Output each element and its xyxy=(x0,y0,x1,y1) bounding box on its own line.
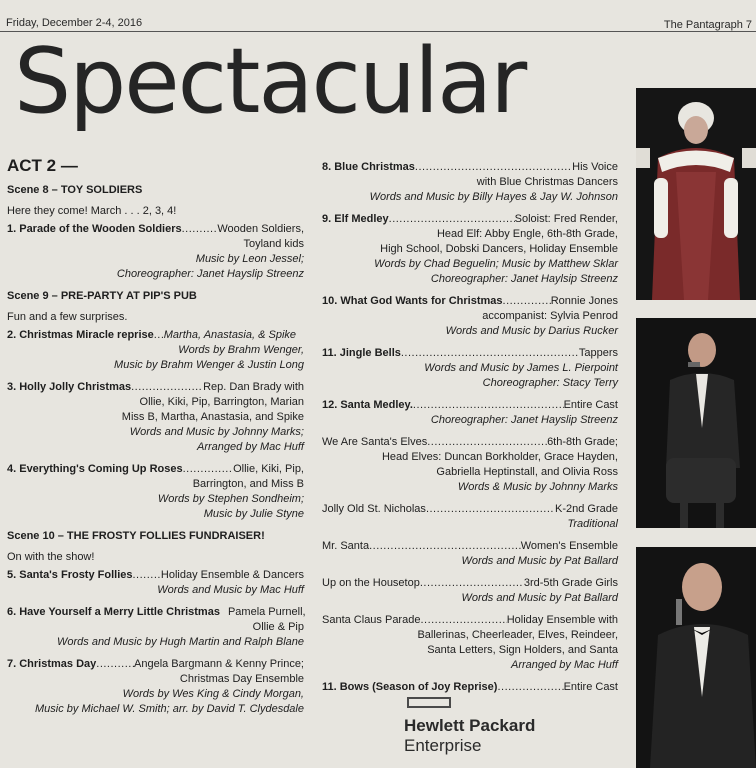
item-credit: Music by Julie Styne xyxy=(203,508,304,520)
scene-heading: Scene 8 – TOY SOLDIERS xyxy=(7,184,143,196)
dot-leader xyxy=(154,328,164,343)
performer-photo-woman-in-santa-dress xyxy=(636,88,756,300)
dot-leader xyxy=(182,222,218,237)
item-credit: Words by Brahm Wenger, xyxy=(178,344,304,356)
item-performers: Christmas Day Ensemble xyxy=(179,673,304,685)
item-credit: Arranged by Mac Huff xyxy=(511,659,618,671)
item-performers: Angela Bargmann & Kenny Prince; xyxy=(134,658,304,670)
item-performers: Holiday Ensemble with xyxy=(506,614,618,626)
sponsor-name: Hewlett Packard xyxy=(404,716,536,735)
item-performers: Women's Ensemble xyxy=(520,540,618,552)
item-performers: accompanist: Sylvia Penrod xyxy=(482,310,618,322)
item-title: 9. Elf Medley xyxy=(322,213,389,225)
scene-heading: Scene 10 – THE FROSTY FOLLIES FUNDRAISER! xyxy=(7,530,265,542)
item-credit: Traditional xyxy=(567,518,618,530)
act-heading: ACT 2 — xyxy=(7,156,78,175)
item-credit: Words and Music by Darius Rucker xyxy=(445,325,618,337)
dot-leader xyxy=(96,657,134,672)
program-item xyxy=(322,294,618,339)
item-credit: Words & Music by Johnny Marks xyxy=(457,481,618,493)
item-performers: Ollie & Pip xyxy=(252,621,304,633)
item-performers: High School, Dobski Dancers, Holiday Ensemble xyxy=(380,243,618,255)
program-item xyxy=(7,462,304,522)
scene-description: Here they come! March . . . 2, 3, 4! xyxy=(7,205,177,217)
item-performers: 6th-8th Grade; xyxy=(547,436,618,448)
item-performers: Rep. Dan Brady with xyxy=(203,381,304,393)
song-title: Up on the Housetop xyxy=(322,577,420,589)
item-credit: Choreographer: Janet Haylsip Streenz xyxy=(430,273,618,285)
program-item xyxy=(7,222,304,282)
item-performers: Head Elves: Duncan Borkholder, Grace Hayden, xyxy=(381,451,618,463)
item-credit: Music by Leon Jessel; xyxy=(195,253,304,265)
program-item xyxy=(322,212,618,287)
program-item xyxy=(322,680,618,695)
item-title: 12. Santa Medley. xyxy=(322,399,413,411)
item-credit: Music by Michael W. Smith; arr. by David T. Clydesdale xyxy=(35,703,304,715)
item-performers: Entire Cast xyxy=(563,399,618,411)
page-title: Spectacular xyxy=(14,29,526,134)
song-title: Santa Claus Parade xyxy=(322,614,421,626)
item-credit: Words and Music by Hugh Martin and Ralph Blane xyxy=(56,636,304,648)
item-credit: Choreographer: Stacy Terry xyxy=(482,377,618,389)
scene-description: On with the show! xyxy=(7,551,95,563)
item-performers: Martha, Anastasia, & Spike xyxy=(163,329,297,341)
item-title: 11. Jingle Bells xyxy=(322,347,401,359)
item-credit: Choreographer: Janet Hayslip Streenz xyxy=(116,268,304,280)
issue-date: Friday, December 2-4, 2016 xyxy=(6,17,143,29)
item-performers: Soloist: Fred Render, xyxy=(514,213,618,225)
item-performers: with Blue Christmas Dancers xyxy=(476,176,618,188)
program-item xyxy=(7,328,304,373)
item-title: 4. Everything's Coming Up Roses xyxy=(7,463,183,475)
dot-leader xyxy=(415,160,572,175)
item-performers: Barrington, and Miss B xyxy=(192,478,304,490)
sponsor-logo-rectangle xyxy=(407,697,451,708)
item-performers: Ronnie Jones xyxy=(550,295,618,307)
medley-song xyxy=(322,435,618,495)
item-performers: His Voice xyxy=(572,161,618,173)
dot-leader xyxy=(183,462,233,477)
song-title: We Are Santa's Elves xyxy=(322,436,428,448)
newspaper-name-page: The Pantagraph 7 xyxy=(663,19,752,31)
item-performers: Miss B, Martha, Anastasia, and Spike xyxy=(121,411,304,423)
performer-photo-man-in-tuxedo-singing xyxy=(636,318,756,528)
program-item xyxy=(322,398,618,428)
item-credit: Words by Chad Beguelin; Music by Matthew Sklar xyxy=(374,258,618,270)
scene-heading: Scene 9 – PRE-PARTY AT PIP'S PUB xyxy=(7,290,197,302)
song-title: Jolly Old St. Nicholas xyxy=(322,503,426,515)
item-performers: Toyland kids xyxy=(243,238,304,250)
dot-leader xyxy=(420,613,506,628)
program-item xyxy=(7,605,304,650)
dot-leader xyxy=(131,380,203,395)
item-title: 1. Parade of the Wooden Soldiers xyxy=(7,223,182,235)
item-credit: Arranged by Mac Huff xyxy=(197,441,304,453)
item-title: 10. What God Wants for Christmas xyxy=(322,295,503,307)
dot-leader xyxy=(413,398,564,413)
scene-description: Fun and a few surprises. xyxy=(7,311,128,323)
item-performers: Tappers xyxy=(578,347,618,359)
item-title: 5. Santa's Frosty Follies xyxy=(7,569,133,581)
dot-leader xyxy=(369,539,521,554)
item-credit: Music by Brahm Wenger & Justin Long xyxy=(114,359,304,371)
program-item xyxy=(7,380,304,455)
dot-leader xyxy=(389,212,515,227)
sponsor-name-sub: Enterprise xyxy=(404,736,482,755)
item-performers: 3rd-5th Grade Girls xyxy=(523,577,618,589)
item-credit: Words by Wes King & Cindy Morgan, xyxy=(122,688,304,700)
item-performers: K-2nd Grade xyxy=(555,503,618,515)
song-title: Mr. Santa xyxy=(322,540,370,552)
page-header xyxy=(0,0,756,30)
item-credit: Words and Music by Pat Ballard xyxy=(461,555,618,567)
dot-leader xyxy=(427,435,547,450)
program-right-column xyxy=(322,157,618,695)
performer-photo-man-with-microphone xyxy=(636,547,756,768)
medley-song xyxy=(322,576,618,606)
item-title: 8. Blue Christmas xyxy=(322,161,415,173)
item-title: 11. Bows (Season of Joy Reprise) xyxy=(322,681,498,693)
item-title: 2. Christmas Miracle reprise xyxy=(7,329,154,341)
item-credit: Words and Music by Johnny Marks; xyxy=(129,426,304,438)
program-item xyxy=(322,160,618,205)
item-performers: Entire Cast xyxy=(563,681,618,693)
item-credit: Words and Music by James L. Pierpoint xyxy=(424,362,618,374)
program-item xyxy=(322,346,618,391)
item-performers: Head Elf: Abby Engle, 6th-8th Grade, xyxy=(436,228,618,240)
dot-leader xyxy=(401,346,579,361)
dot-leader xyxy=(426,502,555,517)
item-title: 7. Christmas Day xyxy=(7,658,97,670)
item-credit: Words and Music by Mac Huff xyxy=(157,584,304,596)
program-item xyxy=(7,657,304,717)
program-item xyxy=(7,568,304,598)
item-performers: Pamela Purnell, xyxy=(227,606,306,618)
item-credit: Words and Music by Pat Ballard xyxy=(461,592,618,604)
item-title: 6. Have Yourself a Merry Little Christmas xyxy=(7,606,220,618)
dot-leader xyxy=(497,680,563,695)
item-performers: Gabriella Heptinstall, and Olivia Ross xyxy=(436,466,618,478)
medley-song xyxy=(322,502,618,532)
item-credit: Choreographer: Janet Hayslip Streenz xyxy=(430,414,618,426)
item-credit: Words and Music by Billy Hayes & Jay W. Johnson xyxy=(369,191,618,203)
item-performers: Santa Letters, Sign Holders, and Santa xyxy=(427,644,618,656)
dot-leader xyxy=(133,568,161,583)
item-title: 3. Holly Jolly Christmas xyxy=(7,381,132,393)
item-performers: Holiday Ensemble & Dancers xyxy=(160,569,304,581)
program-left-column xyxy=(7,155,304,717)
item-credit: Words by Stephen Sondheim; xyxy=(157,493,304,505)
item-performers: Ollie, Kiki, Pip, xyxy=(233,463,304,475)
medley-song xyxy=(322,613,618,673)
dot-leader xyxy=(420,576,524,591)
item-performers: Ballerinas, Cheerleader, Elves, Reindeer, xyxy=(417,629,618,641)
medley-song xyxy=(322,539,618,569)
dot-leader xyxy=(503,294,551,309)
item-performers: Wooden Soldiers, xyxy=(217,223,304,235)
item-performers: Ollie, Kiki, Pip, Barrington, Marian xyxy=(139,396,304,408)
